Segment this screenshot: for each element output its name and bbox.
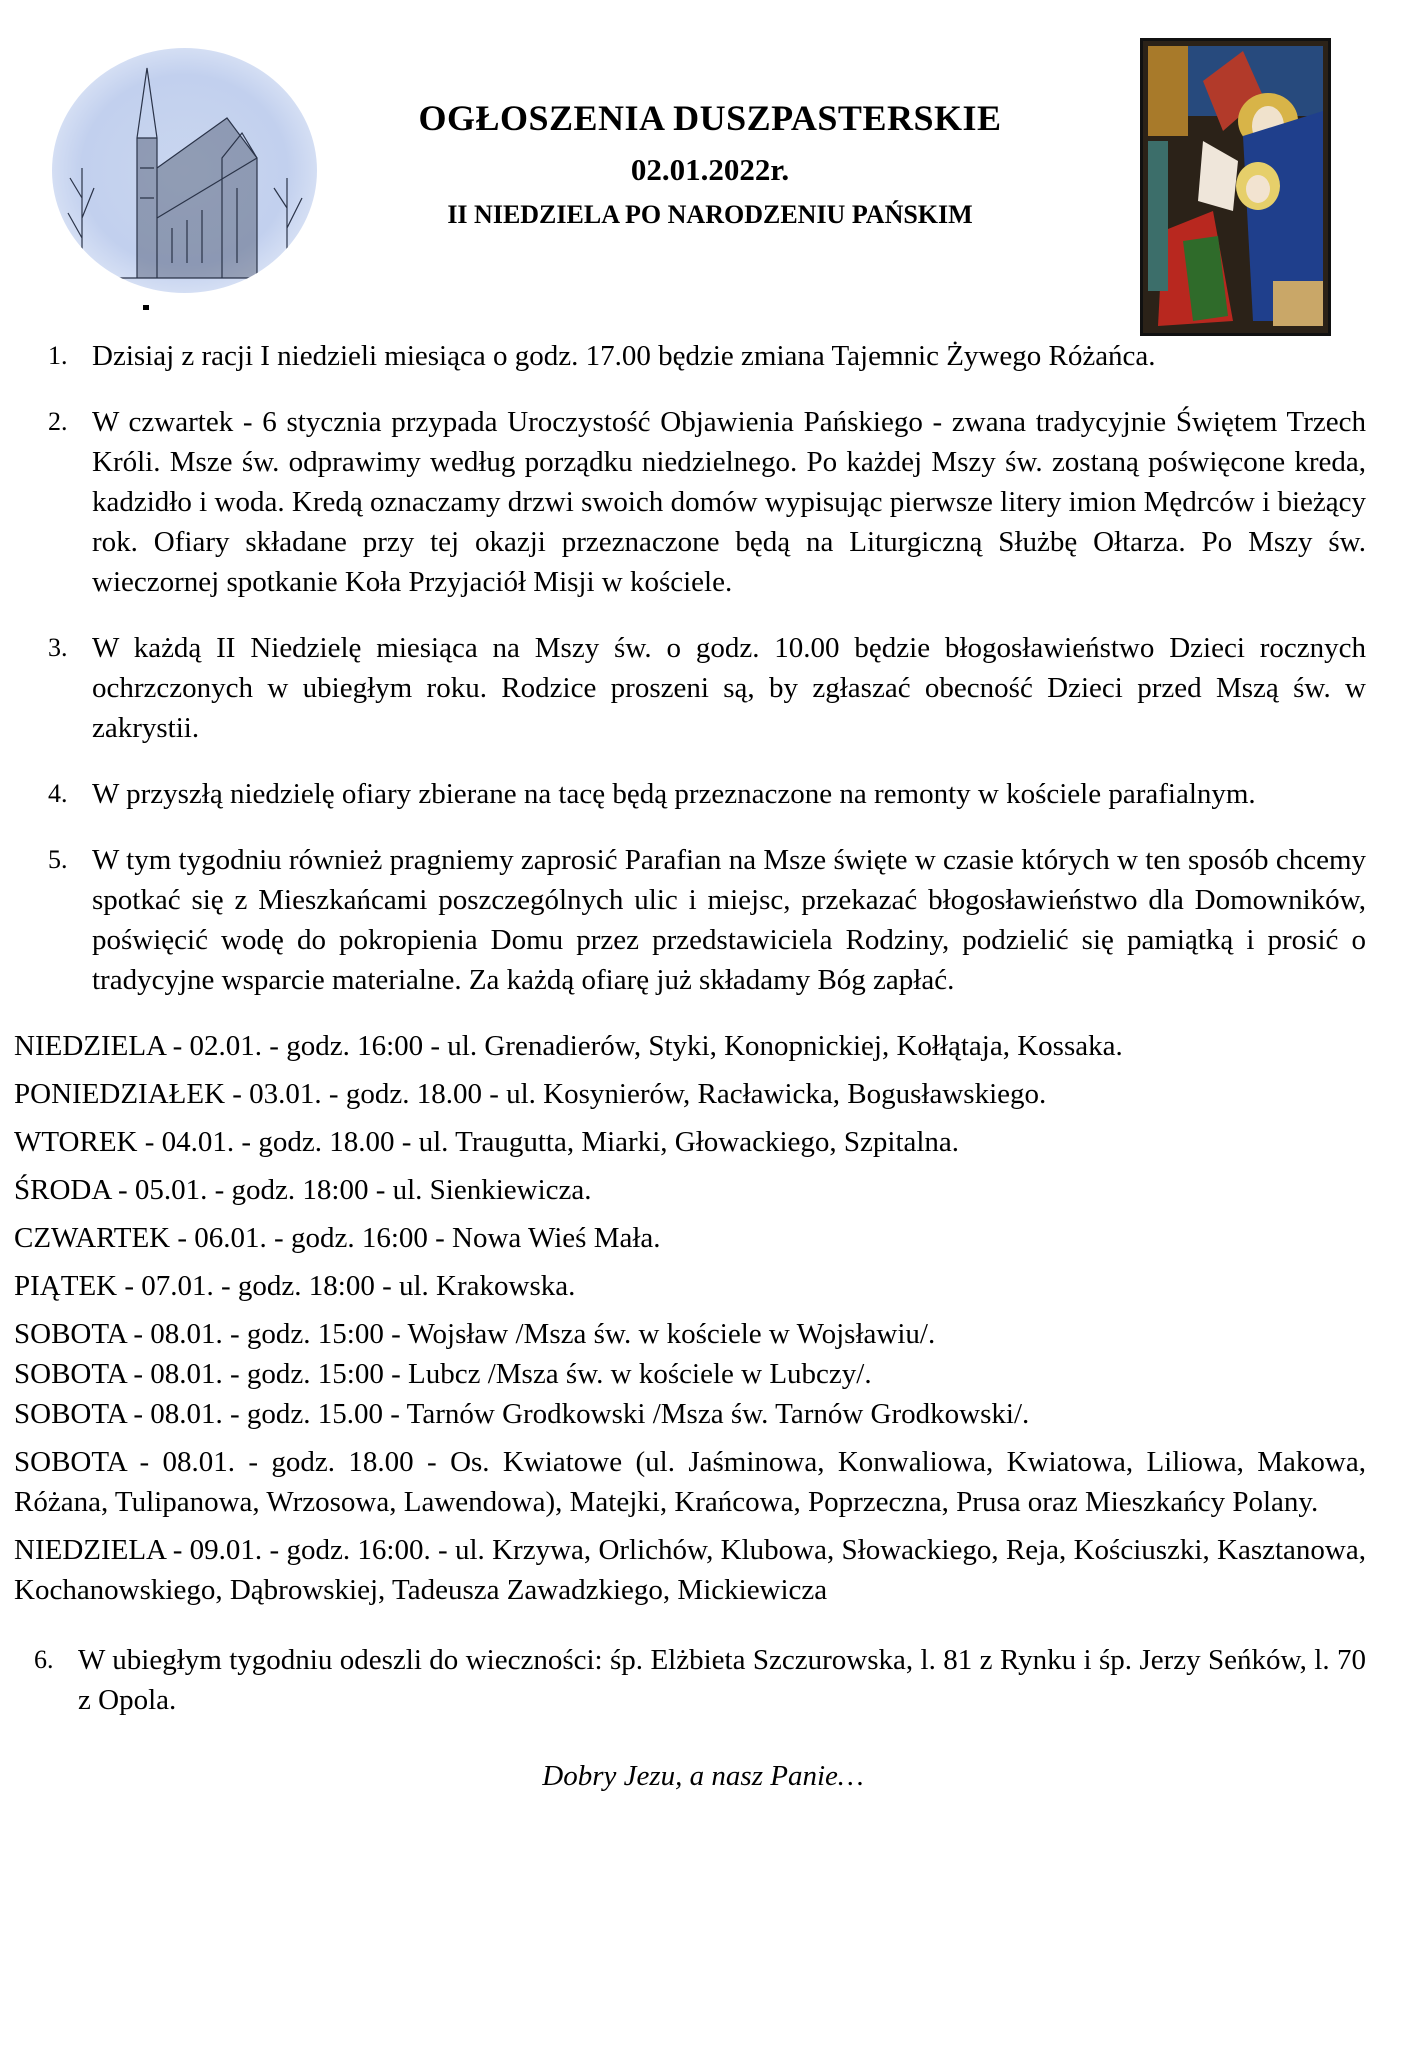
- item-number: 3.: [48, 633, 68, 662]
- schedule-row: SOBOTA - 08.01. - godz. 15.00 - Tarnów Grodkowski /Msza św. Tarnów Grodkowski/.: [14, 1398, 1030, 1430]
- stained-glass-nativity-icon: [1143, 41, 1328, 333]
- item-text: W każdą II Niedzielę miesiąca na Mszy św. o godz. 10.00 będzie błogosławieństwo Dzieci rocznych ochrzczonych w ubiegłym roku. Rodzice proszeni są, by zgłaszać obecność Dzieci przed Mszą św. w zakrystii.: [92, 632, 1366, 744]
- announcement-item: [0, 1640, 1406, 1720]
- item-number: 5.: [48, 845, 68, 874]
- schedule-row: WTOREK - 04.01. - godz. 18.00 - ul. Traugutta, Miarki, Głowackiego, Szpitalna.: [14, 1126, 960, 1158]
- church-logo: [52, 48, 317, 293]
- church-drawing-icon: [52, 48, 317, 293]
- closing-line: Dobry Jezu, a nasz Panie…: [542, 1760, 864, 1792]
- bulletin-date: 02.01.2022r.: [630, 152, 790, 187]
- stained-glass-image: [1140, 38, 1331, 336]
- item-text: W ubiegłym tygodniu odeszli do wieczności: śp. Elżbieta Szczurowska, l. 81 z Rynku i śp. Jerzy Seńków, l. 70 z Opola.: [78, 1644, 1366, 1716]
- schedule-row: NIEDZIELA - 02.01. - godz. 16:00 - ul. Grenadierów, Styki, Konopnickiej, Kołłątaja, Kossaka.: [14, 1030, 1123, 1062]
- schedule-row: PIĄTEK - 07.01. - godz. 18:00 - ul. Krakowska.: [14, 1270, 576, 1302]
- page-title: OGŁOSZENIA DUSZPASTERSKIE: [418, 98, 1002, 138]
- announcement-item: [0, 402, 1406, 602]
- schedule-row: PONIEDZIAŁEK - 03.01. - godz. 18.00 - ul. Kosynierów, Racławicka, Bogusławskiego.: [14, 1078, 1047, 1110]
- liturgical-day: II NIEDZIELA PO NARODZENIU PAŃSKIM: [447, 200, 973, 229]
- item-text: Dzisiaj z racji I niedzieli miesiąca o godz. 17.00 będzie zmiana Tajemnic Żywego Różańca.: [92, 340, 1156, 372]
- bulletin-header: [330, 95, 1090, 233]
- schedule-row: SOBOTA - 08.01. - godz. 15:00 - Wojsław /Msza św. w kościele w Wojsławiu/.: [14, 1318, 936, 1350]
- announcement-item: [0, 840, 1406, 1000]
- item-number: 1.: [48, 341, 68, 370]
- schedule-row: NIEDZIELA - 09.01. - godz. 16:00. - ul. Krzywa, Orlichów, Klubowa, Słowackiego, Reja, Kościuszki, Kasztanowa, Kochanowskiego, Dąbrowskiej, Tadeusza Zawadzkiego, Mickiewicza: [14, 1534, 1366, 1606]
- schedule-row: CZWARTEK - 06.01. - godz. 16:00 - Nowa Wieś Mała.: [14, 1222, 661, 1254]
- schedule-row: SOBOTA - 08.01. - godz. 18.00 - Os. Kwiatowe (ul. Jaśminowa, Konwaliowa, Kwiatowa, Liliowa, Makowa, Różana, Tulipanowa, Wrzosowa, Lawendowa), Matejki, Krańcowa, Poprzeczna, Prusa oraz Mieszkańcy Polany.: [14, 1446, 1366, 1518]
- announcement-item: [0, 628, 1406, 748]
- decorative-mark: [143, 305, 149, 310]
- item-number: 2.: [48, 407, 68, 436]
- item-number: 6.: [34, 1645, 54, 1674]
- announcements: [0, 336, 1406, 1793]
- schedule-row: SOBOTA - 08.01. - godz. 15:00 - Lubcz /Msza św. w kościele w Lubczy/.: [14, 1358, 872, 1390]
- schedule-row: ŚRODA - 05.01. - godz. 18:00 - ul. Sienkiewicza.: [14, 1174, 592, 1206]
- announcement-item: [0, 774, 1406, 814]
- announcement-item: [0, 336, 1406, 376]
- item-text: W tym tygodniu również pragniemy zaprosić Parafian na Msze święte w czasie których w ten sposób chcemy spotkać się z Mieszkańcami poszczególnych ulic i miejsc, przekazać błogosławieństwo dla Domowników, poświęcić wodę do pokropienia Domu przez przedstawiciela Rodziny, podzielić się pamiątką i prosić o tradycyjne wsparcie materialne. Za każdą ofiarę już składamy Bóg zapłać.: [92, 844, 1366, 996]
- item-number: 4.: [48, 779, 68, 808]
- visit-schedule: [0, 1026, 1406, 1610]
- item-text: W przyszłą niedzielę ofiary zbierane na tacę będą przeznaczone na remonty w kościele parafialnym.: [92, 778, 1256, 810]
- item-text: W czwartek - 6 stycznia przypada Uroczystość Objawienia Pańskiego - zwana tradycyjnie Świętem Trzech Króli. Msze św. odprawimy według porządku niedzielnego. Po każdej Mszy św. zostaną poświęcone kreda, kadzidło i woda. Kredą oznaczamy drzwi swoich domów wypisując pierwsze litery imion Mędrców i bieżący rok. Ofiary składane przy tej okazji przeznaczone będą na Liturgiczną Służbę Ołtarza. Po Mszy św. wieczornej spotkanie Koła Przyjaciół Misji w kościele.: [92, 406, 1366, 598]
